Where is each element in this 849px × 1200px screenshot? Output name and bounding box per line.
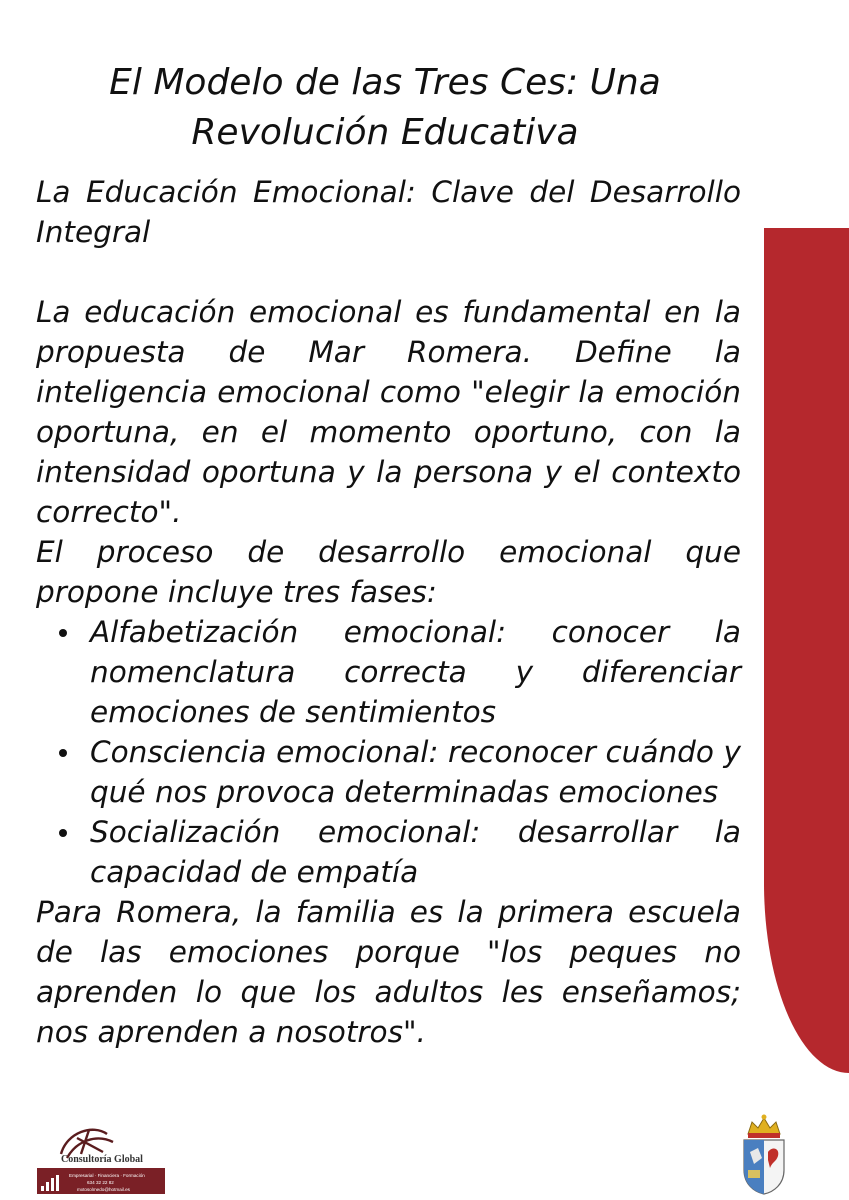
section-subtitle: La Educación Emocional: Clave del Desarrollo Integral: [36, 175, 741, 249]
list-item: Socialización emocional: desarrollar la capacidad de empatía: [90, 812, 741, 892]
phases-list: [36, 612, 741, 892]
decorative-red-band: [764, 228, 849, 1073]
coat-of-arms-icon: [738, 1112, 790, 1196]
intro-paragraph: La educación emocional es fundamental en la propuesta de Mar Romera. Define la inteligencia emocional como "elegir la emoción oportuna, en el momento oportuno, con la intensidad oportuna y la persona y el contexto correcto".: [36, 295, 741, 529]
logo-email: mxtosolmedo@hotmail.es: [77, 1187, 130, 1192]
list-item: Alfabetización emocional: conocer la nomenclatura correcta y diferenciar emociones de sentimientos: [90, 612, 741, 732]
logo-tagline: Empresarial · Financiera · Formación: [69, 1173, 145, 1178]
closing-paragraph: Para Romera, la familia es la primera escuela de las emociones porque "los peques no aprenden lo que los adultos les enseñamos; nos aprenden a nosotros".: [36, 895, 741, 1049]
logo-phone: 634 32 22 82: [87, 1180, 114, 1185]
main-content: [36, 172, 741, 1052]
process-paragraph: El proceso de desarrollo emocional que propone incluye tres fases:: [36, 535, 741, 609]
consultoria-logo: [37, 1120, 165, 1196]
page-title: El Modelo de las Tres Ces: Una Revolución Educativa: [109, 62, 661, 153]
list-item: Consciencia emocional: reconocer cuándo y qué nos provoca determinadas emociones: [90, 732, 741, 812]
logo-name: Consultoría Global: [61, 1154, 143, 1165]
